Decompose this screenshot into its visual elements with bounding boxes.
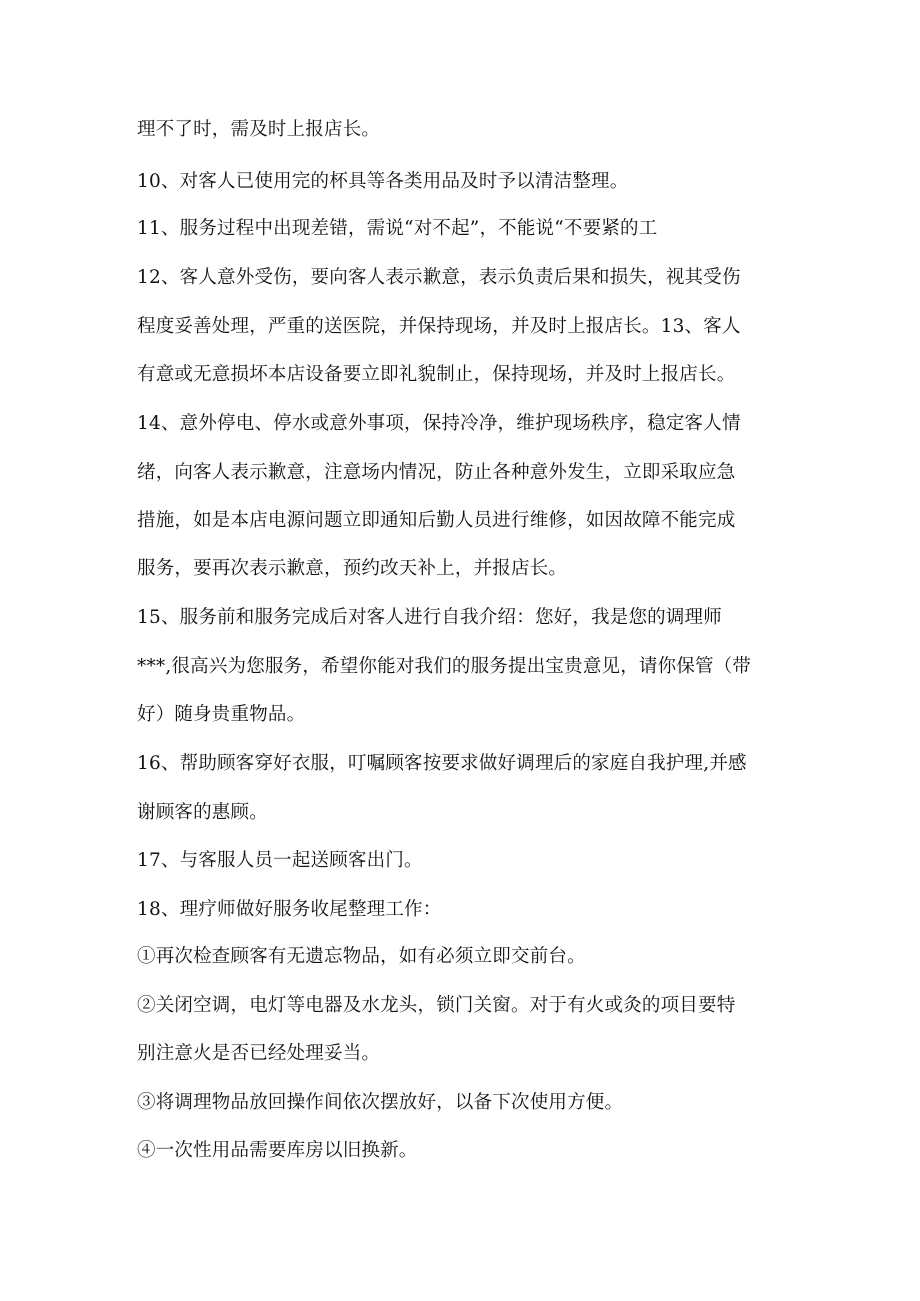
text-line: 12、客人意外受伤，要向客人表示歉意，表示负责后果和损失，视其受伤 [137, 267, 741, 288]
text-line: 好）随身贵重物品。 [137, 704, 306, 725]
text-line: 有意或无意损坏本店设备要立即礼貌制止，保持现场，并及时上报店长。 [137, 364, 736, 385]
text-line: 11、服务过程中出现差错，需说“对不起”，不能说“不要紧的工 [137, 218, 658, 239]
text-line: 谢顾客的惠顾。 [137, 802, 268, 823]
text-line: 服务，要再次表示歉意，预约改天补上，并报店长。 [137, 558, 568, 579]
text-line: 17、与客服人员一起送顾客出门。 [137, 850, 423, 871]
text-line: 绪，向客人表示歉意，注意场内情况，防止各种意外发生，立即采取应急 [137, 462, 736, 483]
text-line: 15、服务前和服务完成后对客人进行自我介绍：您好，我是您的调理师 [137, 607, 722, 628]
text-line: 程度妥善处理，严重的送医院，并保持现场，并及时上报店长。13、客人 [137, 316, 741, 337]
text-line: 14、意外停电、停水或意外事项，保持冷净，维护现场秩序，稳定客人情 [137, 413, 741, 434]
text-line: ①再次检查顾客有无遗忘物品，如有必须立即交前台。 [137, 946, 586, 967]
text-line: 理不了时，需及时上报店长。 [137, 119, 381, 140]
text-line: ④一次性用品需要库房以旧换新。 [137, 1140, 418, 1161]
text-line: ②关闭空调，电灯等电器及水龙头，锁门关窗。对于有火或灸的项目要特 [137, 995, 736, 1016]
text-line: ③将调理物品放回操作间依次摆放好，以备下次使用方便。 [137, 1092, 624, 1113]
text-line: 措施，如是本店电源问题立即通知后勤人员进行维修，如因故障不能完成 [137, 510, 736, 531]
text-line: 18、理疗师做好服务收尾整理工作： [137, 899, 442, 920]
text-line: ***,很高兴为您服务，希望你能对我们的服务提出宝贵意见，请你保管（带 [137, 656, 752, 677]
text-line: 别注意火是否已经处理妥当。 [137, 1043, 381, 1064]
text-line: 16、帮助顾客穿好衣服，叮嘱顾客按要求做好调理后的家庭自我护理,并感 [137, 753, 747, 774]
text-line: 10、对客人已使用完的杯具等各类用品及时予以清洁整理。 [137, 171, 629, 192]
